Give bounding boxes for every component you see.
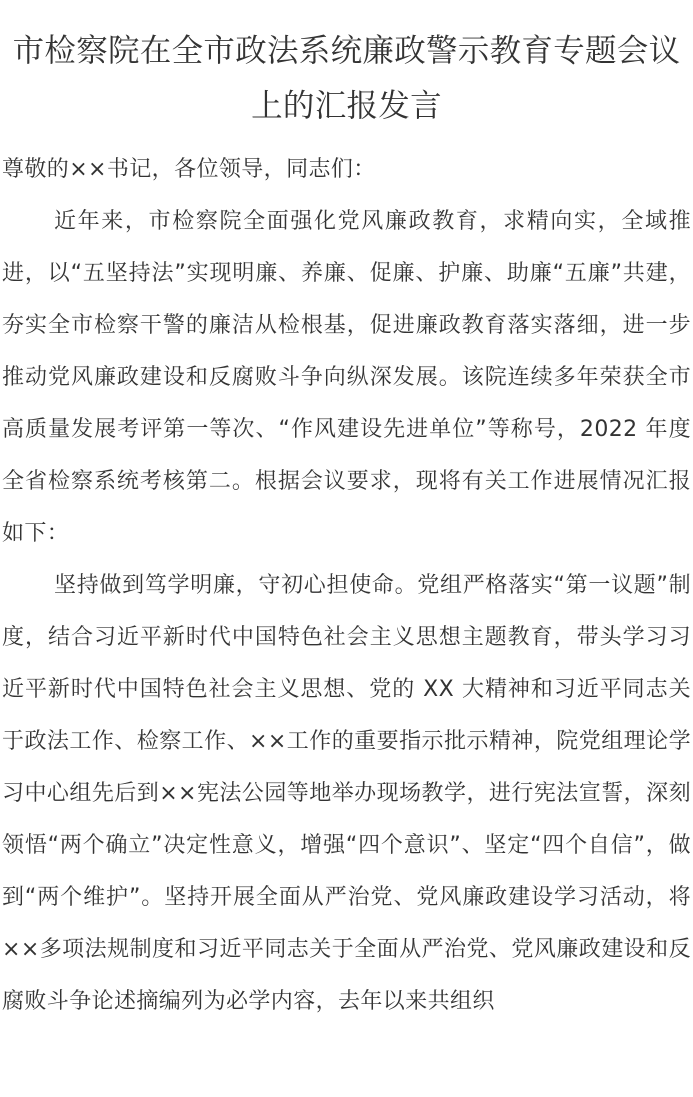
paragraph-intro: 近年来，市检察院全面强化党风廉政教育，求精向实，全域推进，以“五坚持法”实现明廉、养廉、促廉、护廉、助廉“五廉”共建，夯实全市检察干警的廉洁从检根基，促进廉政教育落实落细，进一步推动党风廉政建设和反腐败斗争向纵深发展。该院连续多年荣获全市高质量发展考评第一等次、“作风建设先进单位”等称号，2022 年度全省检察系统考核第二。根据会议要求，现将有关工作进展情况汇报如下： [2, 209, 691, 546]
document-title: 市检察院在全市政法系统廉政警示教育专题会议上的汇报发言 [12, 33, 681, 124]
paragraph-study: 坚持做到笃学明廉，守初心担使命。党组严格落实“第一议题”制度，结合习近平新时代中国特色社会主义思想主题教育，带头学习习近平新时代中国特色社会主义思想、党的 XX 大精神和习近平同志关于政法工作、检察工作、××工作的重要指示批示精神，院党组理论学习中心组先后到××宪法公园等地举办现场教学，进行宪法宣誓，深刻领悟“两个确立”决定性意义，增强“四个意识”、坚定“四个自信”，做到“两个维护”。坚持开展全面从严治党、党风廉政建设学习活动，将××多项法规制度和习近平同志关于全面从严治党、党风廉政建设和反腐败斗争论述摘编列为必学内容，去年以来共组织 [2, 573, 691, 1014]
greeting-line: 尊敬的××书记，各位领导，同志们： [2, 157, 376, 182]
document-body [0, 144, 693, 1028]
